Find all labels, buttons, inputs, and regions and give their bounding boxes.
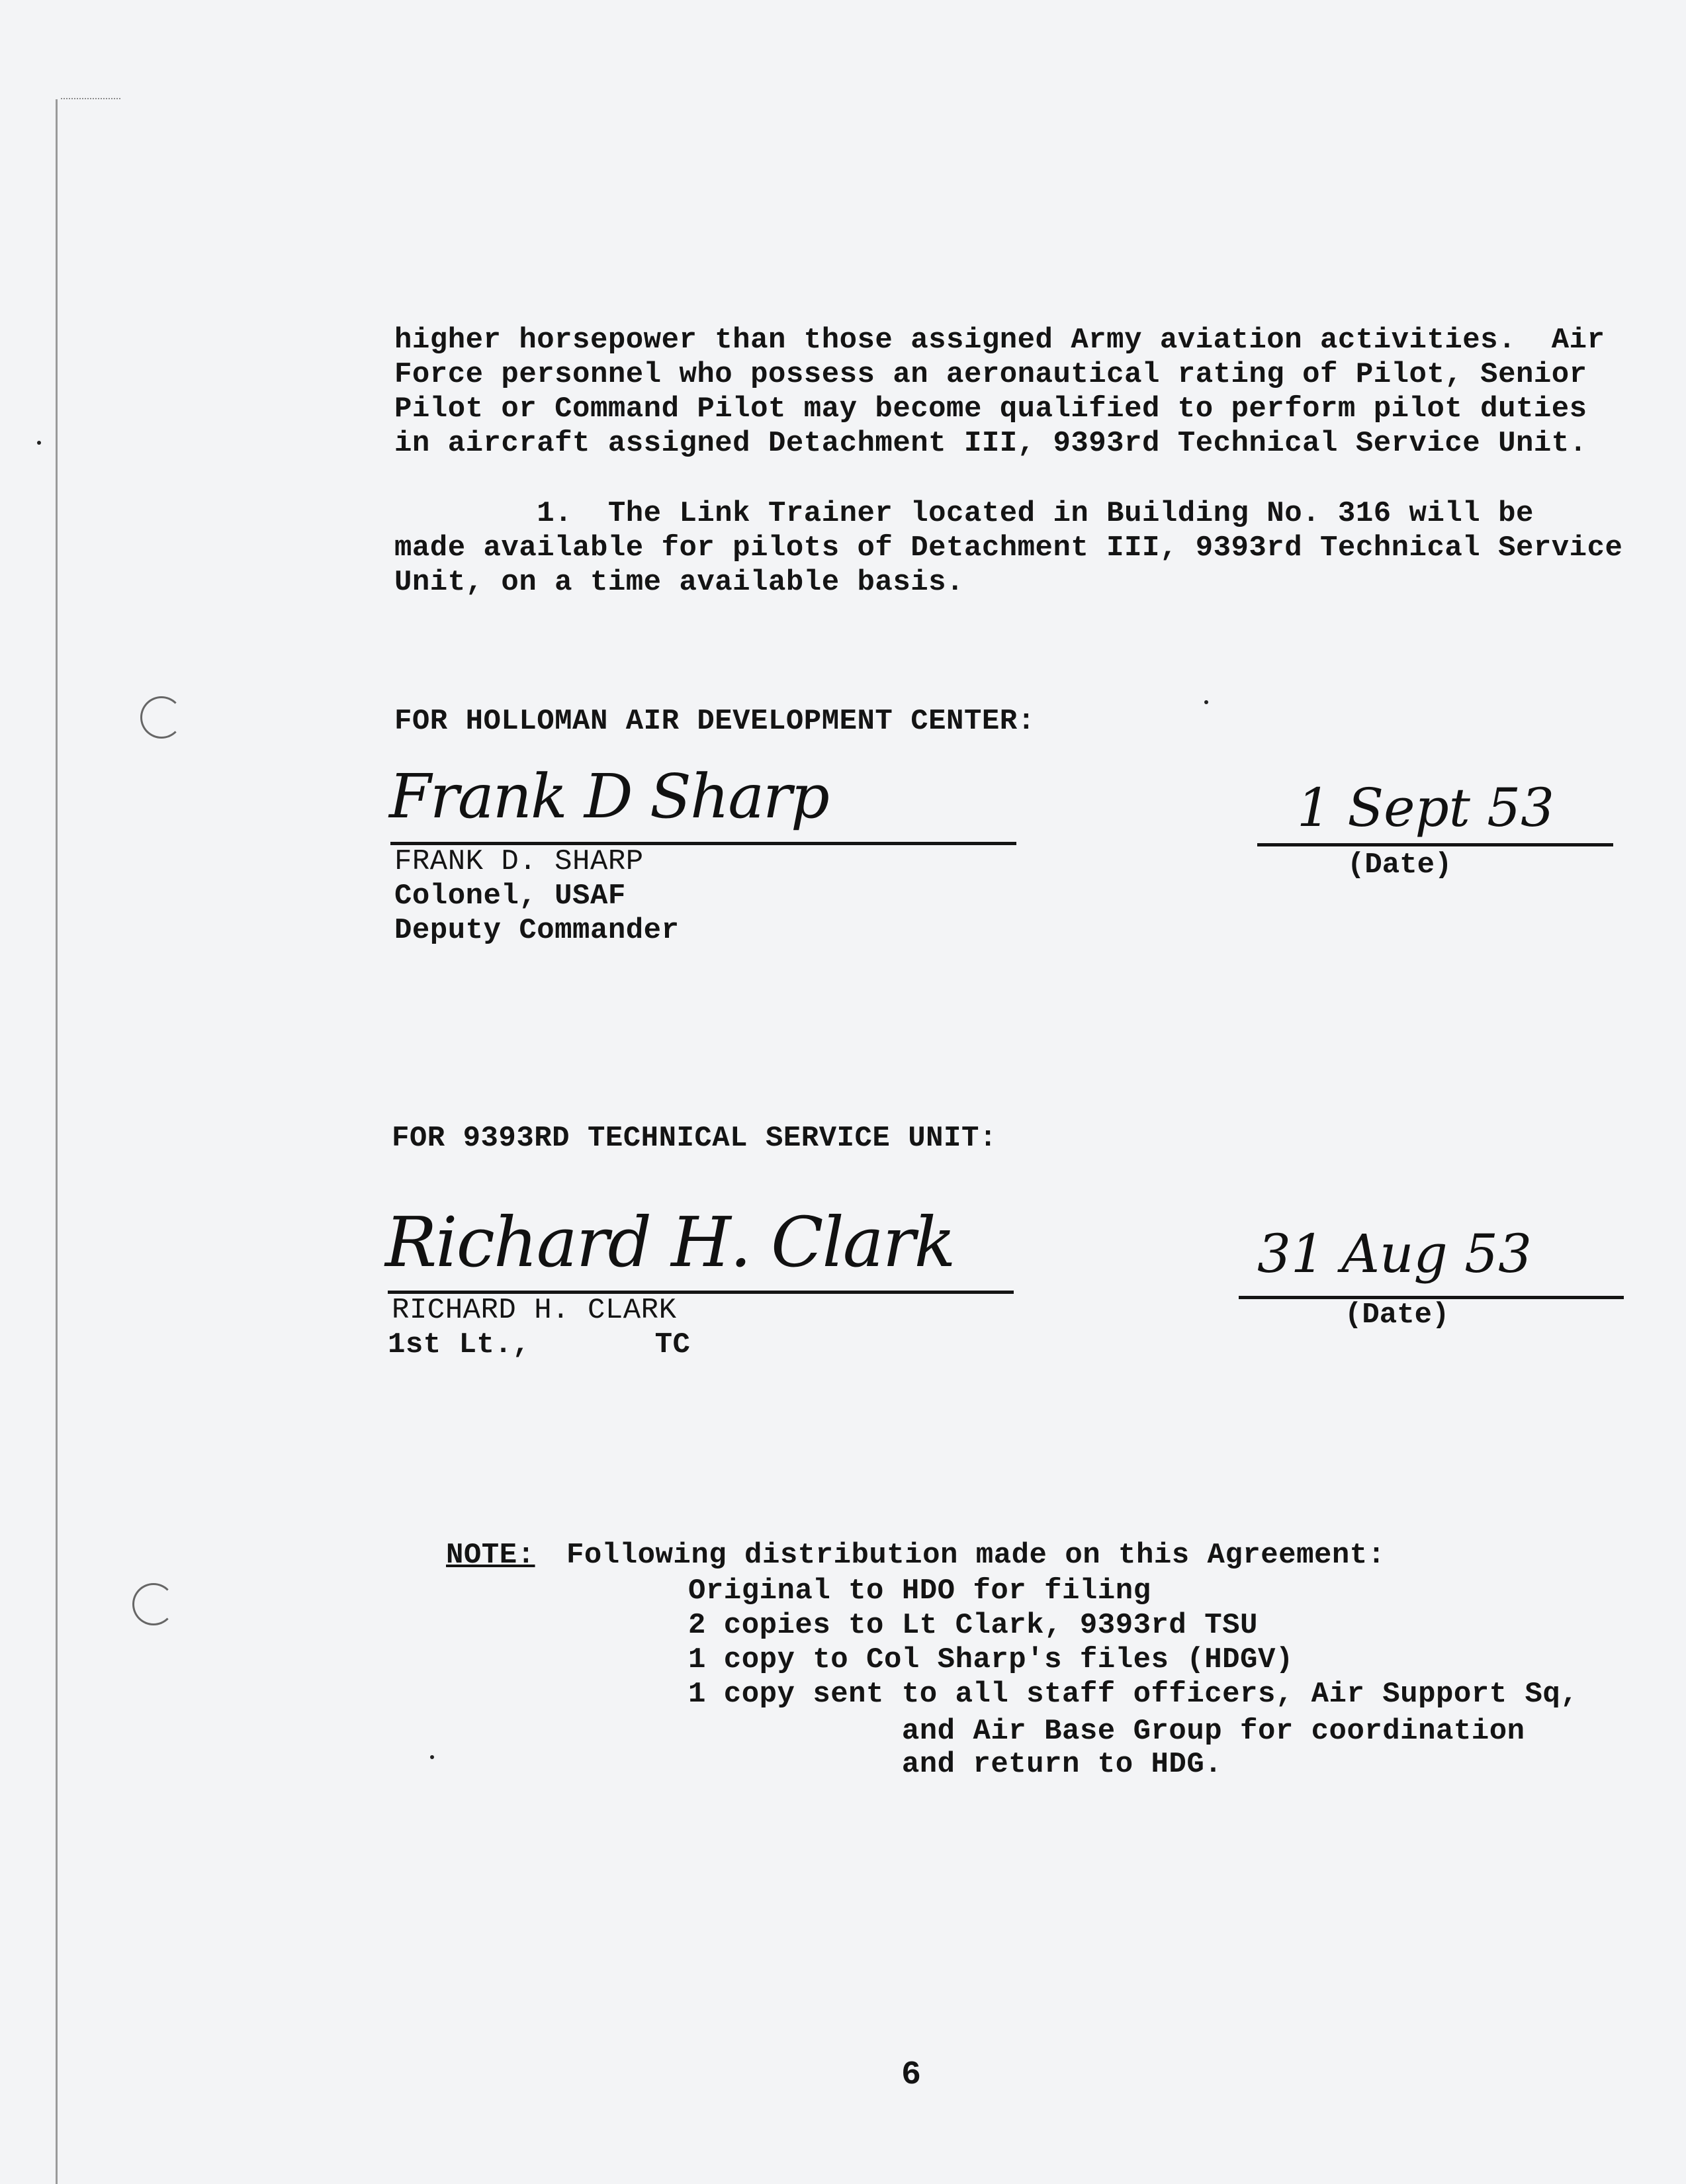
- speck: [1204, 700, 1208, 704]
- speck: [37, 441, 41, 445]
- holloman-date-line: [1257, 843, 1613, 846]
- list-item: 2 copies to Lt Clark, 9393rd TSU: [688, 1609, 1258, 1642]
- body-line: Force personnel who possess an aeronautical rating of Pilot, Senior: [394, 358, 1587, 391]
- list-item: and return to HDG.: [688, 1748, 1223, 1781]
- holloman-date-label: (Date): [1347, 848, 1452, 882]
- holloman-rank: Colonel, USAF: [394, 880, 626, 913]
- body-line: higher horsepower than those assigned Army aviation activities. Air: [394, 324, 1605, 357]
- item-line: made available for pilots of Detachment III, 9393rd Technical Service: [394, 531, 1623, 565]
- list-item: and Air Base Group for coordination: [688, 1715, 1525, 1748]
- punch-hole-lower: [132, 1583, 175, 1625]
- note-label: NOTE:: [446, 1539, 535, 1572]
- tsu-date-label: (Date): [1345, 1298, 1450, 1332]
- item-line: Unit, on a time available basis.: [394, 566, 964, 599]
- list-item: 1 copy to Col Sharp's files (HDGV): [688, 1643, 1294, 1676]
- page-edge: [56, 99, 62, 2184]
- body-line: Pilot or Command Pilot may become qualified to perform pilot duties: [394, 392, 1587, 426]
- holloman-heading: FOR HOLLOMAN AIR DEVELOPMENT CENTER:: [394, 705, 1036, 738]
- list-item: Original to HDO for filing: [688, 1574, 1151, 1608]
- speck: [430, 1755, 434, 1759]
- body-line: in aircraft assigned Detachment III, 9393rd Technical Service Unit.: [394, 427, 1587, 460]
- item-line: 1. The Link Trainer located in Building No. 316 will be: [394, 497, 1534, 530]
- holloman-date: 1 Sept 53: [1297, 777, 1555, 839]
- tsu-date: 31 Aug 53: [1257, 1223, 1532, 1285]
- holloman-signature: Frank D Sharp: [389, 761, 828, 832]
- tsu-name: RICHARD H. CLARK: [392, 1294, 677, 1327]
- note-intro: Following distribution made on this Agreement:: [566, 1539, 1386, 1572]
- tsu-signature: Richard H. Clark: [385, 1202, 955, 1283]
- page-number: 6: [901, 2056, 922, 2094]
- holloman-name: FRANK D. SHARP: [394, 845, 644, 878]
- tsu-rank: 1st Lt., TC: [388, 1328, 691, 1361]
- tsu-heading: FOR 9393RD TECHNICAL SERVICE UNIT:: [392, 1122, 997, 1155]
- list-item: 1 copy sent to all staff officers, Air Support Sq,: [688, 1678, 1579, 1711]
- page-edge-top: [61, 98, 120, 99]
- holloman-title: Deputy Commander: [394, 914, 680, 947]
- punch-hole-upper: [140, 696, 183, 739]
